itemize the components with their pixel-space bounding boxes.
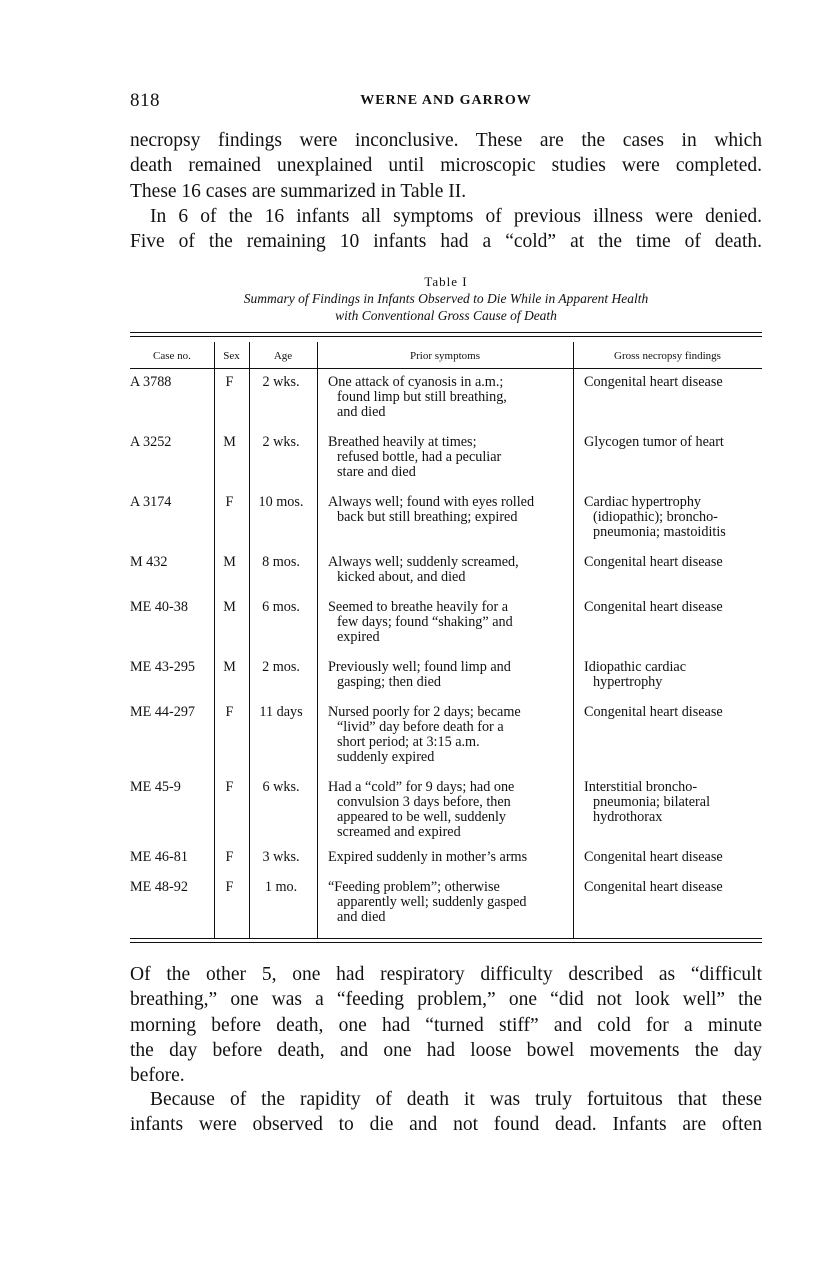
text-line: the day before death, and one had loose bowel movements the day xyxy=(130,1039,762,1061)
cell-line: gasping; then died xyxy=(337,674,442,690)
cell-sex: M xyxy=(223,434,236,450)
cell-line: “Feeding problem”; otherwise xyxy=(328,879,500,895)
cell-findings xyxy=(584,495,758,540)
column-divider xyxy=(214,342,215,938)
cell-age: 2 mos. xyxy=(262,659,300,675)
intro-paragraph xyxy=(130,128,762,204)
cell-line: “livid” day before death for a xyxy=(337,719,504,735)
cell-line: Had a “cold” for 9 days; had one xyxy=(328,779,515,795)
text-line: morning before death, one had “turned stiff” and cold for a minute xyxy=(130,1014,762,1036)
cell-line: (idiopathic); broncho- xyxy=(593,509,718,525)
cell-line: hydrothorax xyxy=(593,809,663,825)
cell-symptoms xyxy=(328,495,569,525)
cell-case: ME 48-92 xyxy=(130,879,188,895)
page-number: 818 xyxy=(130,90,160,111)
cell-findings xyxy=(584,435,758,450)
column-divider xyxy=(573,342,574,938)
cell-findings xyxy=(584,705,758,720)
cell-line: short period; at 3:15 a.m. xyxy=(337,734,480,750)
cell-symptoms xyxy=(328,555,569,585)
cell-case: ME 46-81 xyxy=(130,849,188,865)
text-line: before. xyxy=(130,1065,185,1087)
cell-case: A 3252 xyxy=(130,434,172,450)
cell-symptoms xyxy=(328,705,569,765)
table-title-line: with Conventional Gross Cause of Death xyxy=(335,308,557,323)
cell-line: back but still breathing; expired xyxy=(337,509,518,525)
cell-line: Cardiac hypertrophy xyxy=(584,494,702,510)
text-line: Because of the rapidity of death it was truly fortuitous that these xyxy=(150,1089,762,1110)
column-header-findings: Gross necropsy findings xyxy=(614,350,721,362)
cell-line: Breathed heavily at times; xyxy=(328,434,477,450)
running-head: WERNE AND GARROW xyxy=(360,93,532,108)
cell-age: 1 mo. xyxy=(264,879,298,895)
cell-line: Congenital heart disease xyxy=(584,554,723,570)
cell-findings xyxy=(584,850,758,865)
cell-findings xyxy=(584,780,758,825)
cell-symptoms xyxy=(328,780,569,840)
cell-line: and died xyxy=(337,909,386,925)
cell-sex: M xyxy=(223,554,236,570)
cell-sex: F xyxy=(225,879,234,895)
cell-case: M 432 xyxy=(130,554,168,570)
column-divider xyxy=(317,342,318,938)
cell-age: 10 mos. xyxy=(258,494,304,510)
cell-symptoms xyxy=(328,850,569,865)
table-top-rule xyxy=(130,332,762,333)
cell-sex: F xyxy=(225,374,234,390)
cell-case: ME 45-9 xyxy=(130,779,181,795)
cell-sex: F xyxy=(225,704,234,720)
cell-symptoms xyxy=(328,600,569,645)
text-line: death remained unexplained until microscopic studies were completed. xyxy=(130,155,762,177)
cell-case: A 3174 xyxy=(130,494,172,510)
header-rule xyxy=(130,368,762,369)
cell-line: Congenital heart disease xyxy=(584,374,723,390)
cell-line: Congenital heart disease xyxy=(584,849,723,865)
cell-age: 2 wks. xyxy=(262,374,300,390)
cell-line: kicked about, and died xyxy=(337,569,466,585)
cell-line: and died xyxy=(337,404,386,420)
column-header-age: Age xyxy=(273,350,293,362)
cell-findings xyxy=(584,880,758,895)
cell-age: 6 mos. xyxy=(262,599,300,615)
cell-findings xyxy=(584,660,758,690)
cell-sex: M xyxy=(223,659,236,675)
text-line: breathing,” one was a “feeding problem,” one “did not look well” the xyxy=(130,989,762,1011)
column-header-symptoms: Prior symptoms xyxy=(410,350,480,362)
cell-sex: M xyxy=(223,599,236,615)
table-caption xyxy=(130,274,762,324)
cell-age: 11 days xyxy=(259,704,303,720)
table-title-line: Summary of Findings in Infants Observed to Die While in Apparent Health xyxy=(243,291,649,306)
cell-sex: F xyxy=(225,494,234,510)
page-header xyxy=(130,90,762,112)
cell-findings xyxy=(584,375,758,390)
table-top-rule xyxy=(130,336,762,337)
cell-line: Expired suddenly in mother’s arms xyxy=(328,849,528,865)
text-line: necropsy findings were inconclusive. These are the cases in which xyxy=(130,130,762,151)
second-paragraph xyxy=(130,204,762,255)
column-header-case: Case no. xyxy=(153,350,191,362)
cell-line: Glycogen tumor of heart xyxy=(584,434,724,450)
cell-line: Congenital heart disease xyxy=(584,879,723,895)
text-line: These 16 cases are summarized in Table II. xyxy=(130,180,467,202)
cell-line: few days; found “shaking” and xyxy=(337,614,513,630)
cell-age: 2 wks. xyxy=(262,434,300,450)
cell-line: stare and died xyxy=(337,464,416,480)
cell-case: ME 40-38 xyxy=(130,599,188,615)
cell-line: Congenital heart disease xyxy=(584,704,723,720)
cell-sex: F xyxy=(225,849,234,865)
cell-line: Nursed poorly for 2 days; became xyxy=(328,704,521,720)
cell-line: screamed and expired xyxy=(337,824,461,840)
table-bottom-rule xyxy=(130,938,762,939)
cell-symptoms xyxy=(328,660,569,690)
cell-age: 3 wks. xyxy=(262,849,300,865)
cell-line: Previously well; found limp and xyxy=(328,659,511,675)
cell-findings xyxy=(584,555,758,570)
cell-line: Congenital heart disease xyxy=(584,599,723,615)
text-line: Five of the remaining 10 infants had a “cold” at the time of death. xyxy=(130,231,762,253)
cell-line: convulsion 3 days before, then xyxy=(337,794,511,810)
cell-case: A 3788 xyxy=(130,374,172,390)
cell-line: found limp but still breathing, xyxy=(337,389,507,405)
cell-line: hypertrophy xyxy=(593,674,663,690)
cell-case: ME 43-295 xyxy=(130,659,196,675)
cell-line: Idiopathic cardiac xyxy=(584,659,687,675)
table-bottom-rule xyxy=(130,942,762,943)
cell-line: expired xyxy=(337,629,380,645)
fourth-paragraph xyxy=(130,1087,762,1138)
cell-findings xyxy=(584,600,758,615)
third-paragraph xyxy=(130,962,762,1088)
text-line: Of the other 5, one had respiratory difficulty described as “difficult xyxy=(130,964,762,985)
column-header-sex: Sex xyxy=(223,350,240,362)
text-line: infants were observed to die and not found dead. Infants are often xyxy=(130,1114,762,1136)
cell-line: Always well; found with eyes rolled xyxy=(328,494,535,510)
cell-line: appeared to be well, suddenly xyxy=(337,809,507,825)
cell-line: One attack of cyanosis in a.m.; xyxy=(328,374,504,390)
cell-line: Seemed to breathe heavily for a xyxy=(328,599,509,615)
cell-line: pneumonia; mastoiditis xyxy=(593,524,726,540)
cell-symptoms xyxy=(328,880,569,925)
cell-symptoms xyxy=(328,375,569,420)
cell-line: pneumonia; bilateral xyxy=(593,794,711,810)
cell-line: Interstitial broncho- xyxy=(584,779,698,795)
cell-age: 8 mos. xyxy=(262,554,300,570)
cell-sex: F xyxy=(225,779,234,795)
column-divider xyxy=(249,342,250,938)
cell-symptoms xyxy=(328,435,569,480)
cell-line: Always well; suddenly screamed, xyxy=(328,554,519,570)
cell-case: ME 44-297 xyxy=(130,704,196,720)
cell-age: 6 wks. xyxy=(262,779,300,795)
cell-line: apparently well; suddenly gasped xyxy=(337,894,527,910)
text-line: In 6 of the 16 infants all symptoms of previous illness were denied. xyxy=(150,206,762,227)
table-label: Table I xyxy=(424,274,468,289)
cell-line: suddenly expired xyxy=(337,749,435,765)
cell-line: refused bottle, had a peculiar xyxy=(337,449,502,465)
